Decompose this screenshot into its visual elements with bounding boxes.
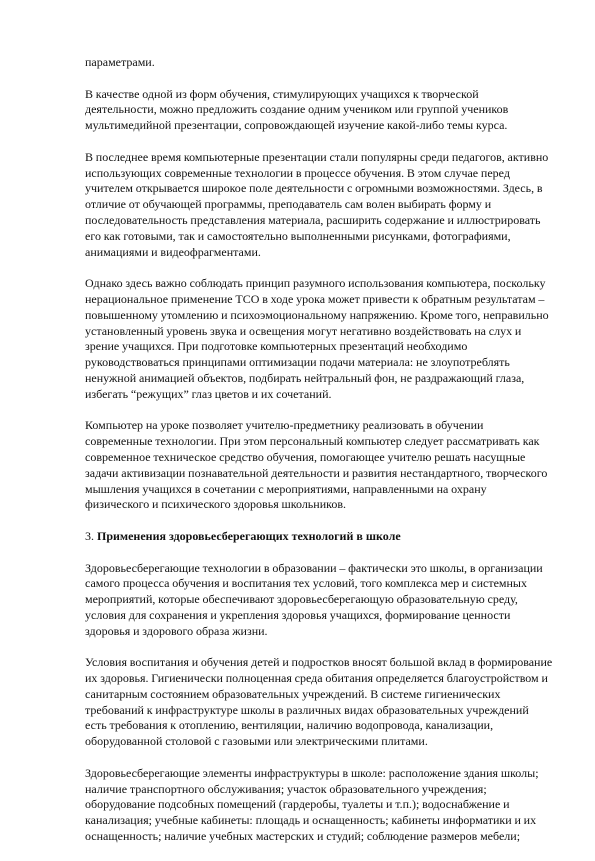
paragraph-infrastructure: Здоровьесберегающие элементы инфраструктуры в школе: расположение здания школы; наличие транспортного обслуживания; участок образовательного учреждения; оборудование подсобных помещений (гардеробы, туалеты и т.п.); водоснабжение и канализация; учебные кабинеты: площадь и оснащенность; кабинеты информатики и их оснащенность; наличие учебных мастерских и студий; соблюдение размеров мебели; — [85, 765, 539, 844]
paragraph-health-technologies: Здоровьесберегающие технологии в образовании – фактически это школы, в организации самого процесса обучения и воспитания тех условий, того комплекса мер и системных мероприятий, которые обеспечивают здоровьесберегающую образовательную среду, условия для сохранения и укрепления здоровья учащихся, формирование ценности здоровья и здорового образа жизни. — [85, 560, 543, 638]
paragraph-reasonable-use: Однако здесь важно соблюдать принцип разумного использования компьютера, поскольку нерациональное применение ТСО в ходе урока может привести к обратным результатам – повышенному утомлению и психоэмоциональному напряжению. Кроме того, неправильно установленный уровень звука и освещения могут негативно воздействовать на слух и зрение учащихся. При подготовке компьютерных презентаций необходимо руководствоваться принципами оптимизации подачи материала: не злоупотреблять ненужной анимацией объектов, подбирать нейтральный фон, не раздражающий глаза, избегать “режущих” глаз цветов и их сочетаний. — [85, 276, 549, 401]
document-page — [85, 55, 553, 861]
paragraph-creative-activity: В качестве одной из форм обучения, стимулирующих учащихся к творческой деятельности, можно предложить создание одним учеником или группой учеников мультимедийной презентации, сопровождающей изучение какой-либо темы курса. — [85, 86, 509, 133]
paragraph-computer-presentations: В последнее время компьютерные презентации стали популярны среди педагогов, активно использующих современные технологии в процессе обучения. В этом случае перед учителем открывается широкое поле деятельности с огромными возможностями. Здесь, в отличие от обучающей программы, преподаватель сам волен выбирать форму и последовательность представления материала, расширить содержание и иллюстрировать его как готовыми, так и самостоятельно выполненными рисунками, фотографиями, анимациями и видеофрагментами. — [85, 149, 549, 259]
paragraph-conditions: Условия воспитания и обучения детей и подростков вносят большой вклад в формирование их здоровья. Гигиенически полноценная среда обитания определяется благоустройством и санитарным состоянием образовательных учреждений. В системе гигиенических требований к инфраструктуре школы в различных видах образовательных учреждений есть требования к отоплению, вентиляции, наличию водопровода, канализации, оборудованной столовой с газовыми или электрическими плитами. — [85, 655, 553, 749]
paragraph-computer-lesson: Компьютер на уроке позволяет учителю-предметнику реализовать в обучении современные технологии. При этом персональный компьютер следует рассматривать как современное техническое средство обучения, помогающее учителю решать насущные задачи активизации познавательной деятельности и развития нестандартного, творческого мышления учащихся в сочетании с мероприятиями, направленными на охрану физического и психического здоровья школьников. — [85, 418, 548, 512]
section-heading — [85, 529, 553, 545]
section-number: 3. — [85, 528, 94, 543]
paragraph-continuation: параметрами. — [85, 55, 155, 69]
section-title: Применения здоровьесберегающих технологий в школе — [97, 528, 401, 543]
